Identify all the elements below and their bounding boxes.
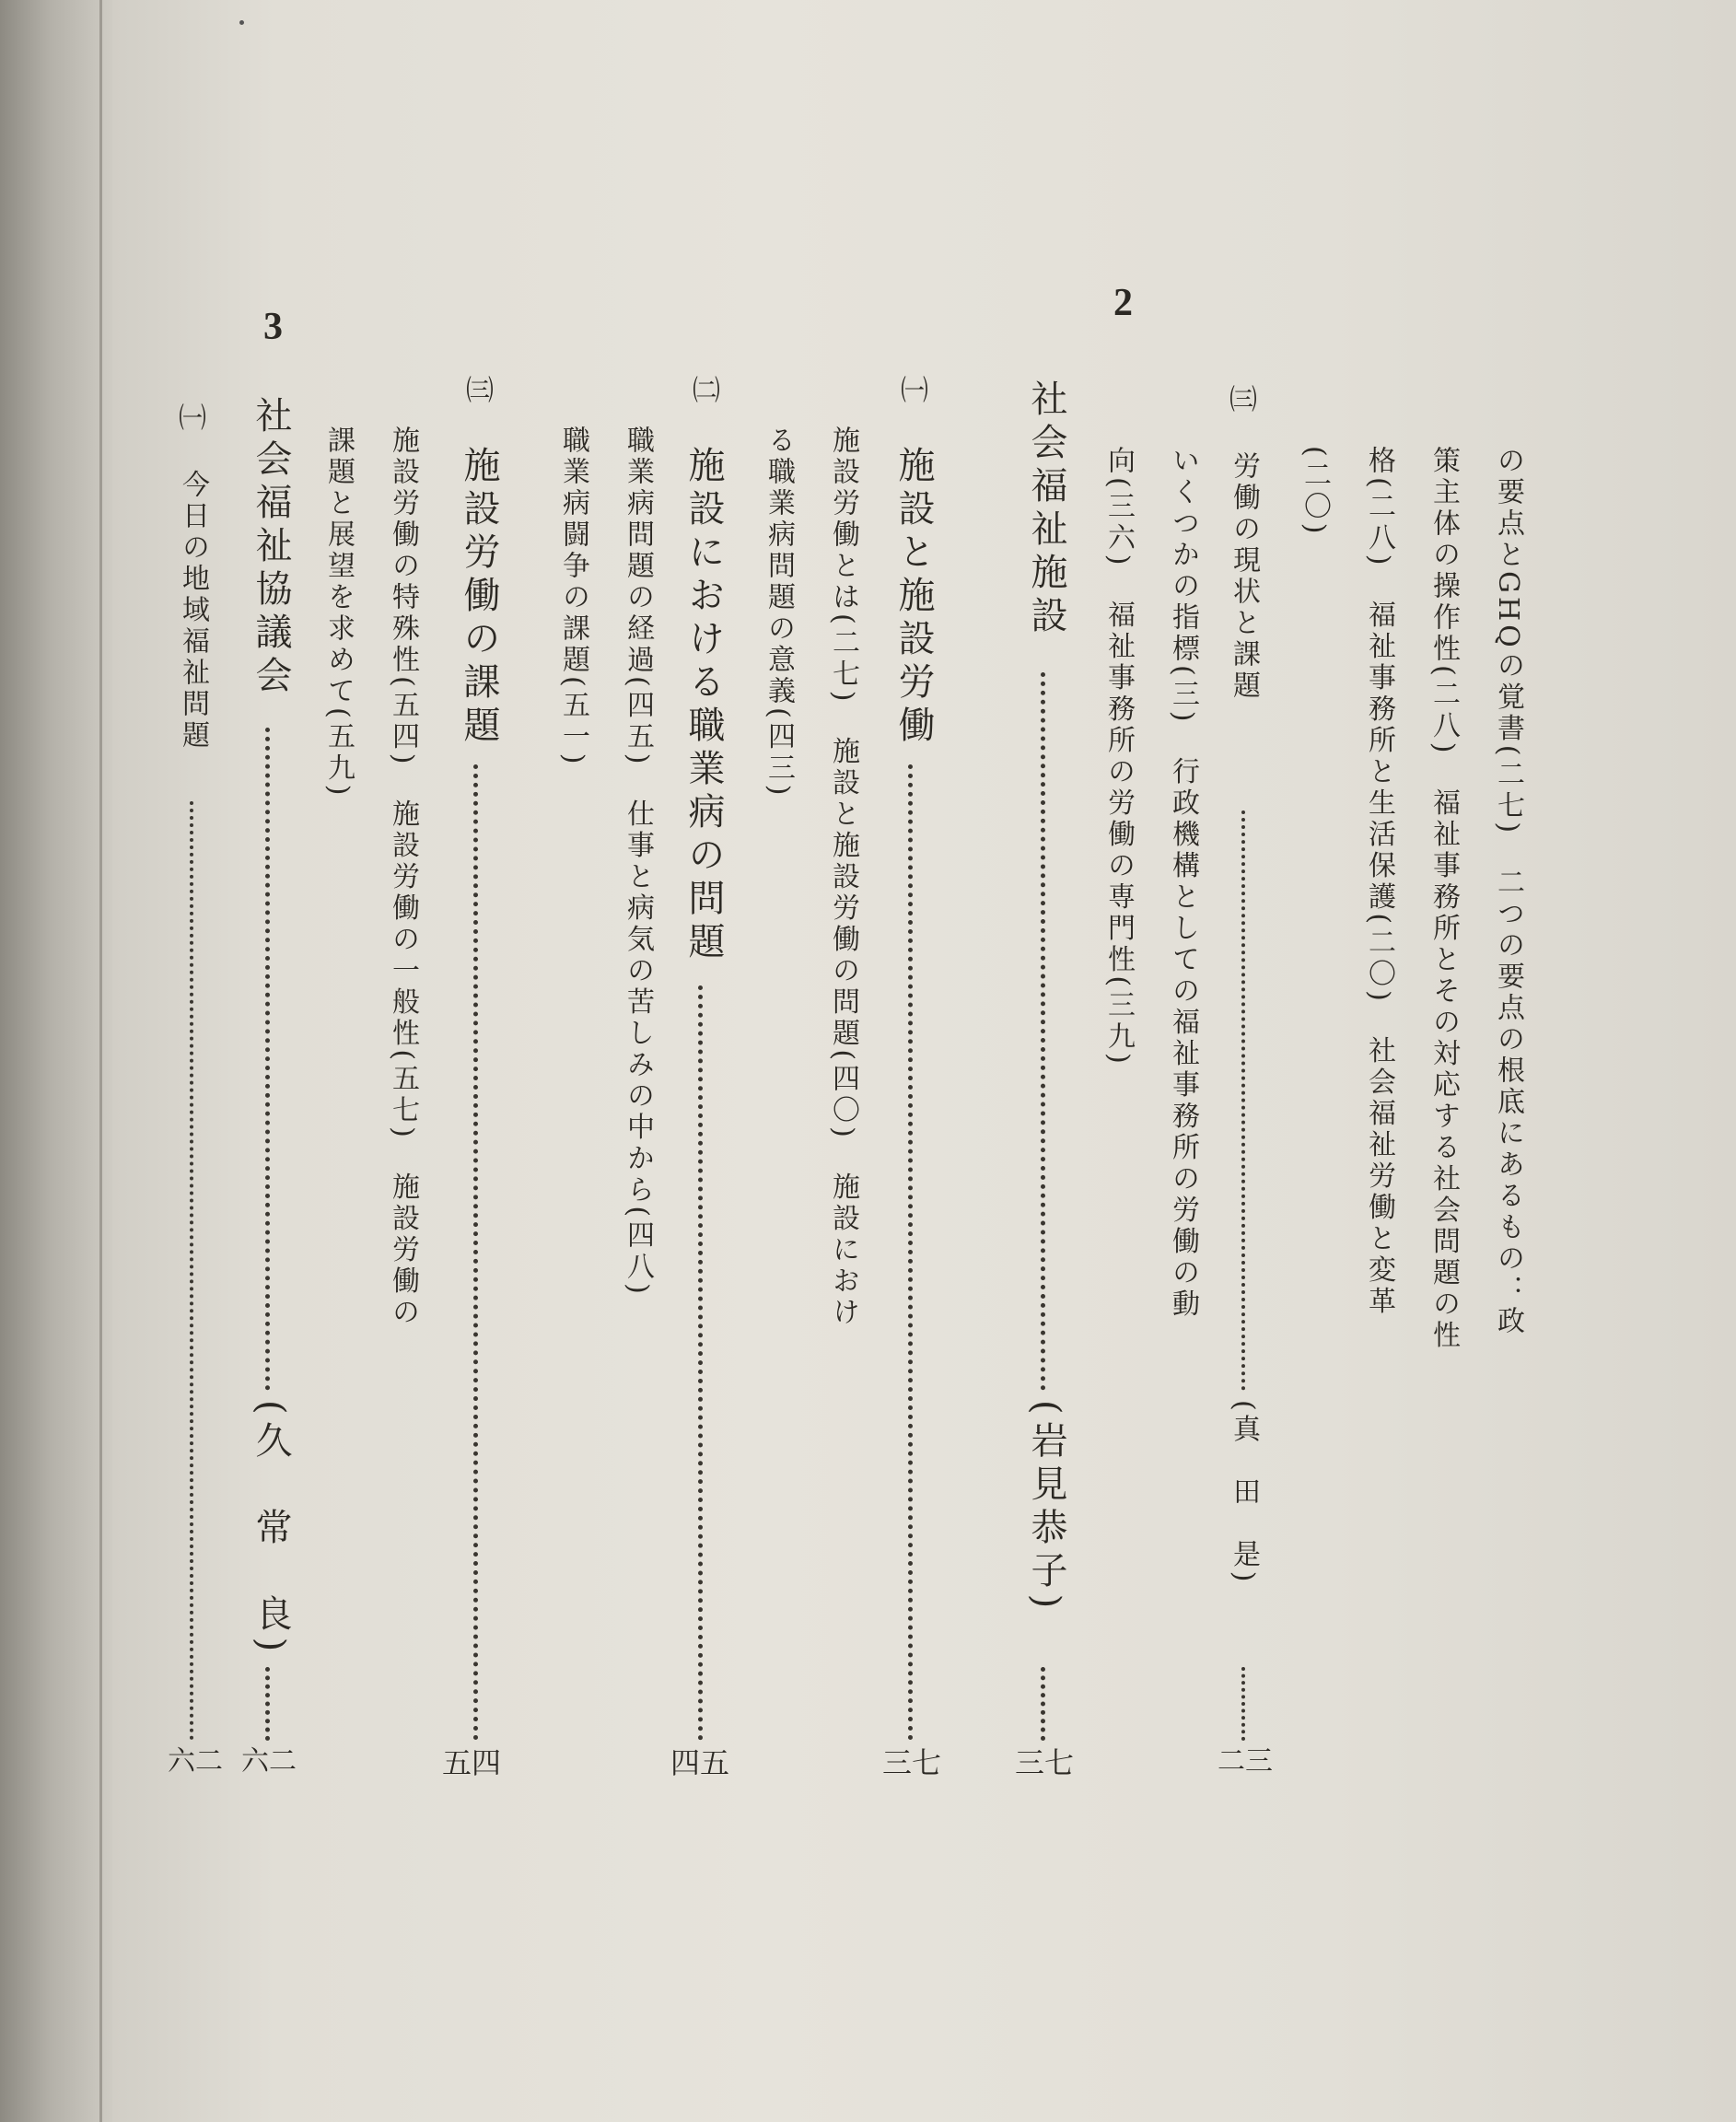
entry-marker: ㈢ <box>1229 384 1257 416</box>
leader-dots <box>1041 672 1045 1391</box>
subsection-title-local-welfare[interactable]: 今日の地域福祉問題 <box>177 470 209 752</box>
book-gutter-shadow <box>0 0 112 2122</box>
subsection-title-facility-labor-issues[interactable]: 施設労働の課題 <box>458 446 500 749</box>
subsection-detail-line-2: 職業病闘争の課題(五一) <box>557 426 589 768</box>
paper-speck <box>239 20 244 25</box>
entry-title-labor-status[interactable]: 労働の現状と課題 <box>1228 451 1260 702</box>
subsection-detail-line-1: 施設労働の特殊性(五四) 施設労働の一般性(五七) 施設労働の <box>387 426 419 1329</box>
section-number: 2 <box>1113 282 1133 324</box>
subsection-marker: ㈠ <box>179 402 206 435</box>
subsection-detail-line-1: 職業病問題の経過(四五) 仕事と病気の苦しみの中から(四八) <box>622 426 654 1298</box>
leader-dots <box>908 764 913 1741</box>
subsection-page-number: 四五 <box>670 1745 730 1780</box>
leader-dots <box>473 764 478 1741</box>
leader-dots <box>698 985 703 1741</box>
chapter-page-number: 三七 <box>1015 1745 1075 1780</box>
entry-detail-line-2: 向(三六) 福祉事務所の労働の専門性(三九) <box>1102 446 1135 1067</box>
chapter-author: (岩見恭子) <box>1025 1400 1067 1615</box>
chapter-title-social-welfare-council[interactable]: 社会福祉協議会 <box>250 396 292 699</box>
subsection-title-facility-labor[interactable]: 施設と施設労働 <box>892 446 935 749</box>
leader-dots <box>1041 1667 1045 1741</box>
entry-detail-line-1: いくつかの指標(三) 行政機構としての福祉事務所の労働の動 <box>1167 446 1199 1321</box>
subsection-page-number: 六二 <box>168 1745 223 1778</box>
entry-author: (真 田 是) <box>1228 1400 1260 1586</box>
subsection-marker: ㈠ <box>901 375 928 407</box>
entry-page-number: 二三 <box>1218 1745 1273 1778</box>
intro-line-3: 格(二八) 福祉事務所と生活保護(二〇) 社会福祉労働と変革 <box>1363 446 1395 1318</box>
chapter-title-welfare-facilities[interactable]: 社会福祉施設 <box>1025 379 1067 639</box>
leader-dots <box>265 728 270 1391</box>
book-page <box>112 0 1736 2122</box>
subsection-detail-line-2: 課題と展望を求めて(五九) <box>322 426 355 799</box>
chapter-author: (久 常 良) <box>250 1400 292 1659</box>
intro-line-2: 策主体の操作性(二八) 福祉事務所とその対応する社会問題の性 <box>1427 446 1460 1352</box>
subsection-detail-line-2: る職業病問題の意義(四三) <box>763 426 795 799</box>
subsection-marker: ㈢ <box>466 375 494 407</box>
leader-dots <box>1241 1667 1245 1741</box>
leader-dots <box>265 1667 270 1741</box>
subsection-page-number: 五四 <box>442 1745 502 1780</box>
leader-dots <box>1241 810 1245 1391</box>
chapter-page-number: 六二 <box>241 1745 297 1778</box>
intro-line-4: (二〇) <box>1299 446 1331 538</box>
subsection-page-number: 三七 <box>882 1745 942 1780</box>
subsection-marker: ㈡ <box>693 375 720 407</box>
show-through-text <box>1346 120 1387 433</box>
intro-line-1: の要点とGHQの覚書(二七) 二つの要点の根底にあるもの：政 <box>1492 446 1524 1338</box>
leader-dots <box>190 801 193 1741</box>
subsection-detail-line-1: 施設労働とは(二七) 施設と施設労働の問題(四〇) 施設におけ <box>827 426 859 1329</box>
section-number: 3 <box>263 306 283 348</box>
subsection-title-occupational-disease[interactable]: 施設における職業病の問題 <box>682 446 725 965</box>
page-edge <box>99 0 102 2122</box>
